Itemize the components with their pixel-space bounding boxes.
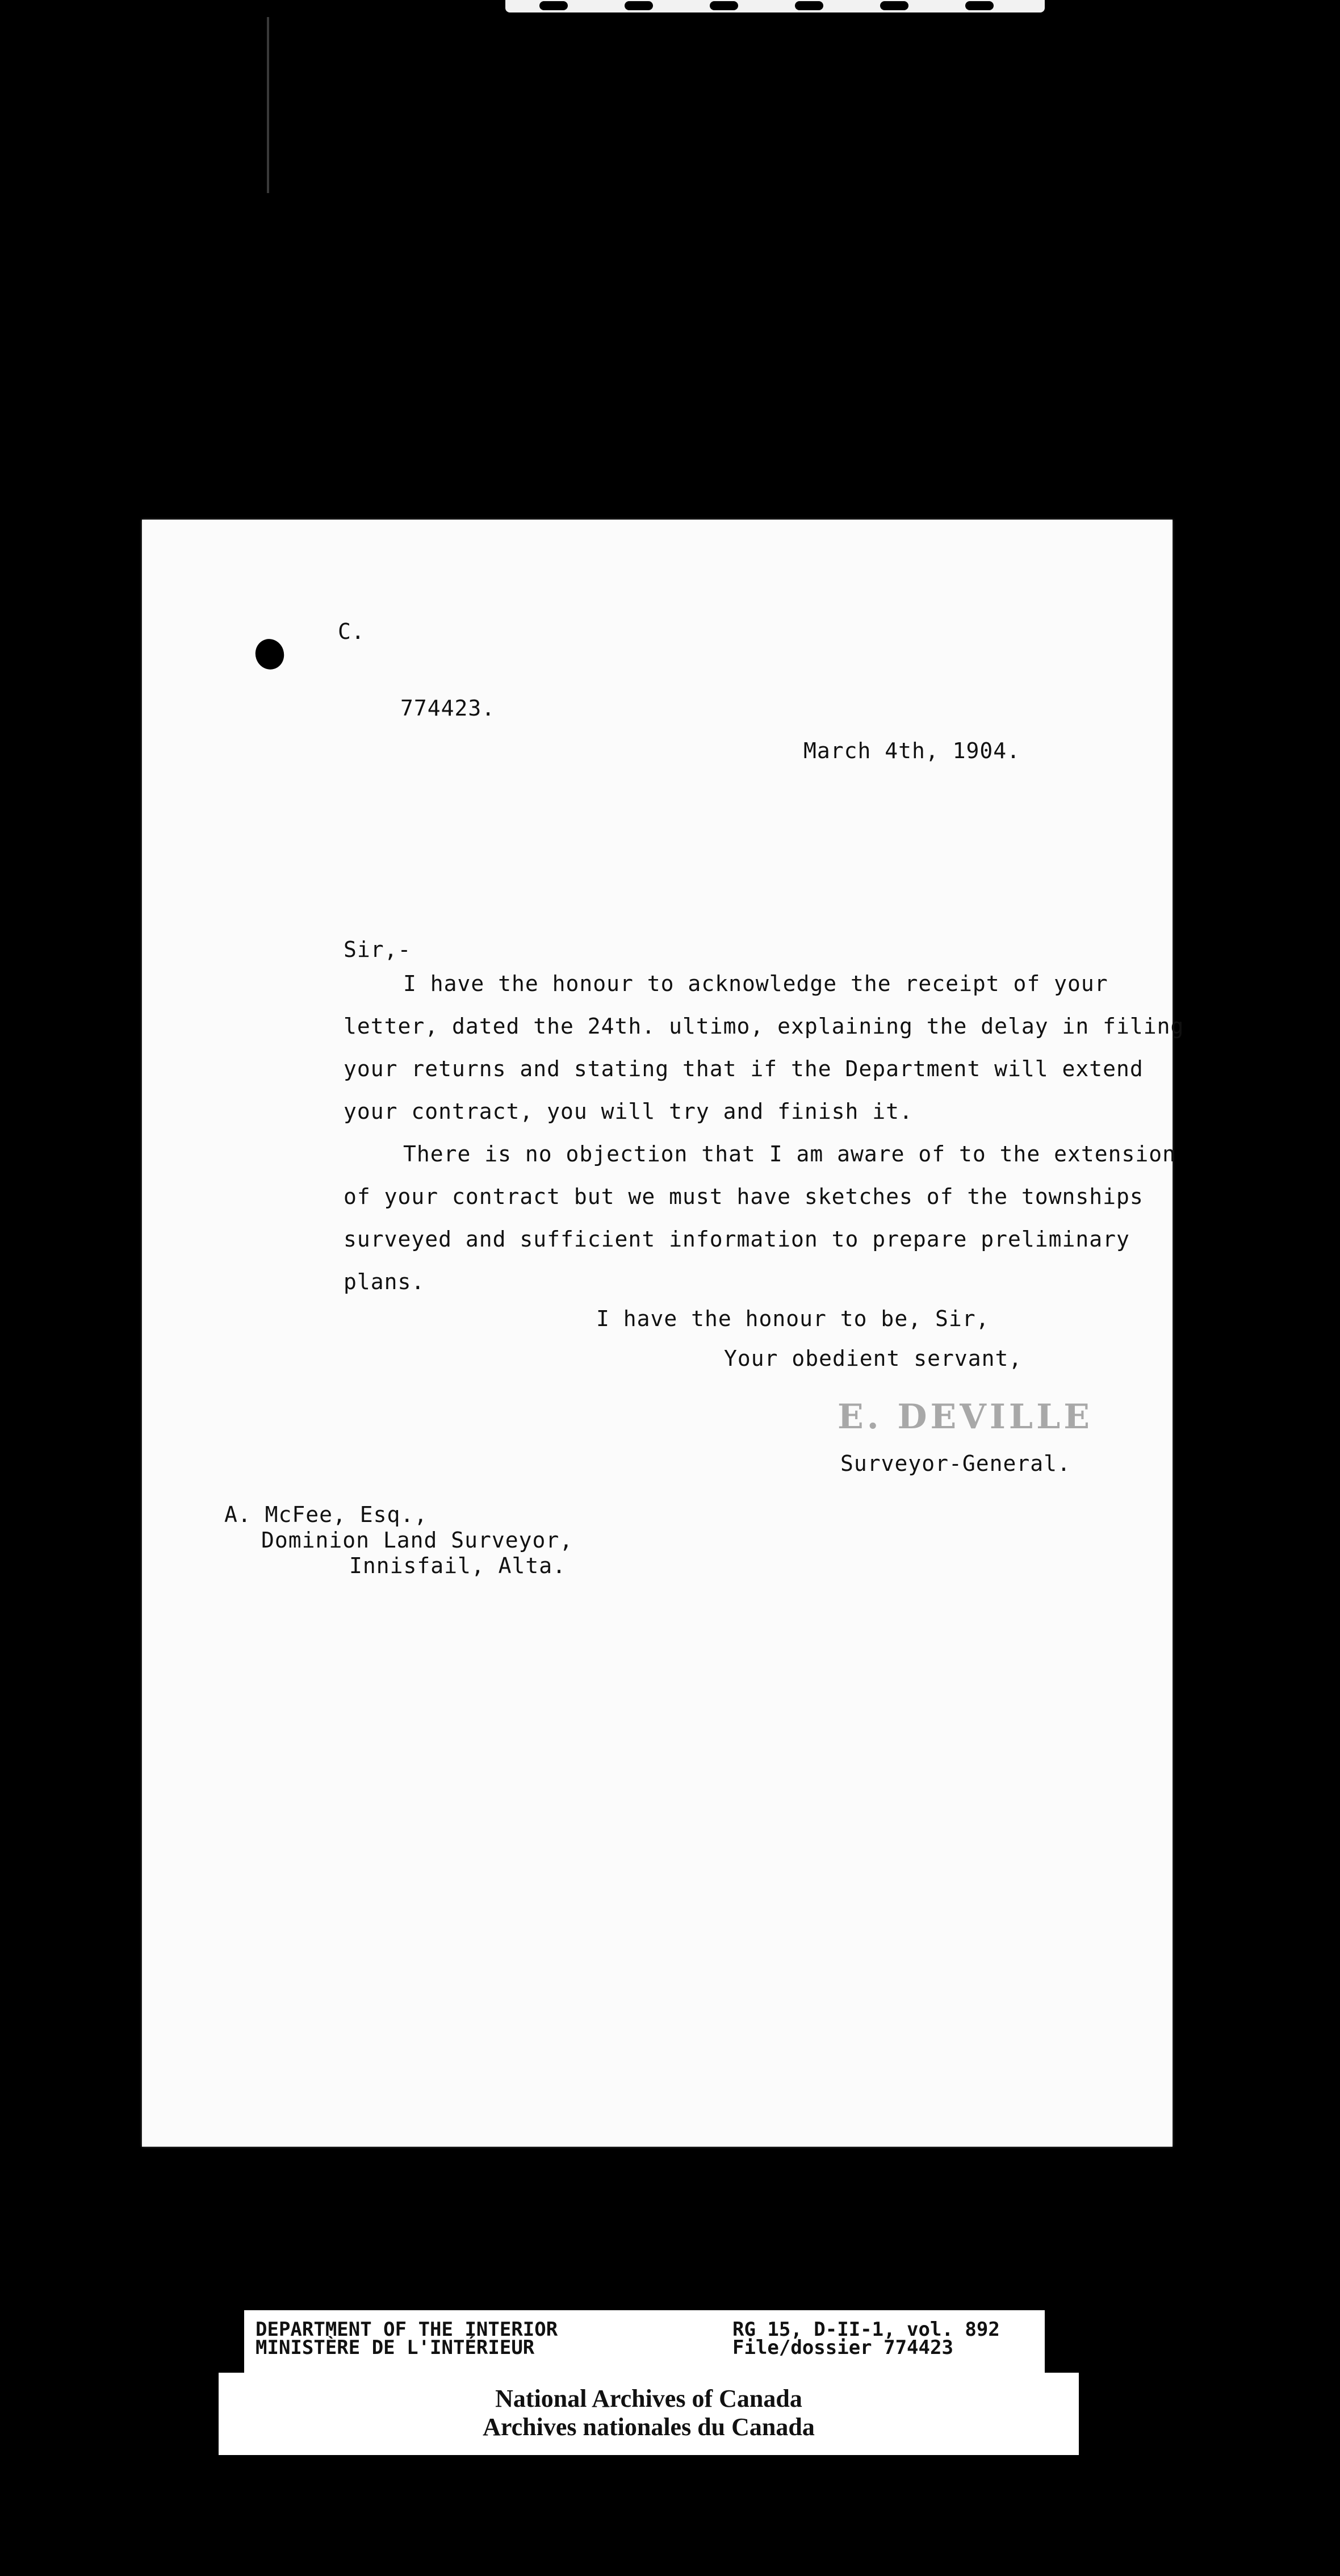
body-line: your contract, you will try and finish it.	[344, 1099, 913, 1124]
body-line: plans.	[344, 1269, 425, 1294]
archive-reference-label	[244, 2310, 1045, 2373]
closing-line: I have the honour to be, Sir,	[596, 1306, 990, 1331]
sprocket-hole	[625, 1, 653, 10]
record-group-reference: RG 15, D-II-1, vol. 892	[732, 2318, 1000, 2341]
body-line: your returns and stating that if the Department will extend	[344, 1056, 1144, 1081]
body-line: There is no objection that I am aware of to the extension	[403, 1141, 1176, 1166]
archives-name-fr: Archives nationales du Canada	[483, 2413, 815, 2441]
sprocket-hole	[880, 1, 908, 10]
addressee-title: Dominion Land Surveyor,	[261, 1528, 573, 1553]
archives-name-en: National Archives of Canada	[495, 2385, 802, 2412]
signature-stamp: E. DEVILLE	[838, 1397, 1093, 1437]
body-line: I have the honour to acknowledge the receipt of your	[403, 971, 1108, 996]
closing-line: Your obedient servant,	[724, 1346, 1023, 1371]
addressee-place: Innisfail, Alta.	[349, 1553, 567, 1578]
file-number: 774423.	[400, 696, 496, 721]
letter-date: March 4th, 1904.	[803, 738, 1021, 763]
body-line: surveyed and sufficient information to prepare preliminary	[344, 1227, 1130, 1252]
archives-credit-label	[219, 2373, 1079, 2455]
letter-page	[142, 520, 1184, 2147]
department-fr: MINISTÈRE DE L'INTÉRIEUR	[256, 2336, 535, 2359]
body-line: letter, dated the 24th. ultimo, explaining the delay in filing	[344, 1014, 1184, 1039]
punch-hole	[252, 635, 288, 674]
sprocket-hole	[795, 1, 823, 10]
sprocket-hole	[965, 1, 994, 10]
sprocket-hole	[539, 1, 568, 10]
film-scratch	[267, 17, 269, 193]
addressee-name: A. McFee, Esq.,	[224, 1502, 428, 1527]
film-strip-edge	[505, 0, 1045, 12]
signature-title: Surveyor-General.	[840, 1451, 1071, 1476]
prefix-mark: C.	[338, 619, 365, 644]
file-reference: File/dossier 774423	[732, 2336, 953, 2359]
salutation: Sir,-	[344, 937, 412, 962]
department-en: DEPARTMENT OF THE INTERIOR	[256, 2318, 558, 2341]
body-line: of your contract but we must have sketches of the townships	[344, 1184, 1144, 1209]
sprocket-hole	[710, 1, 738, 10]
